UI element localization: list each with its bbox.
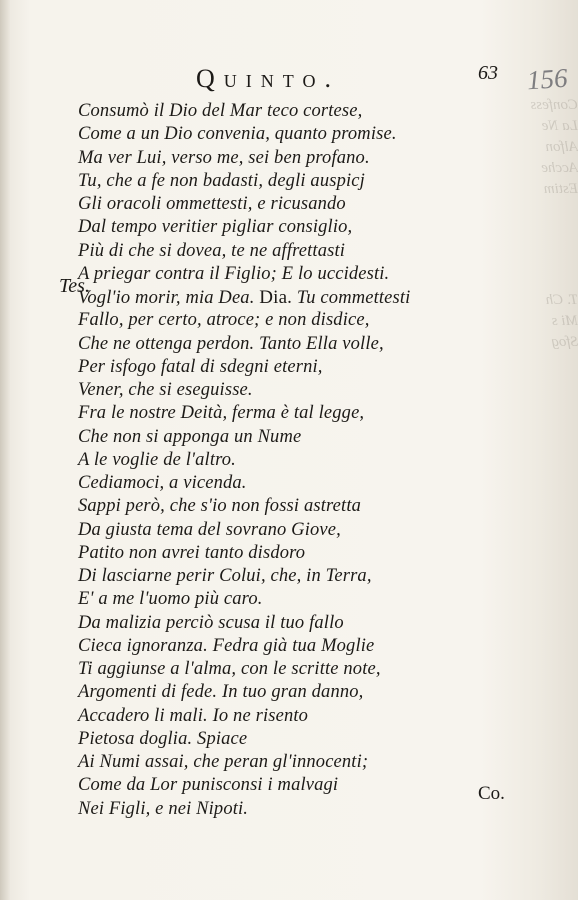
page-number: 63 — [478, 62, 498, 84]
verse-text: Da malizia perciò scusa il tuo fallo — [78, 612, 344, 633]
verse-block — [78, 100, 410, 821]
verse-line — [78, 705, 410, 728]
verse-line — [78, 100, 410, 123]
verse-text: Ti aggiunse a l'alma, con le scritte note, — [78, 659, 381, 679]
verse-line — [78, 426, 410, 449]
verse-line — [78, 309, 410, 332]
verse-line — [78, 123, 410, 146]
verse-line — [78, 635, 410, 658]
verse-text: Che ne ottenga perdon. Tanto Ella volle, — [78, 333, 384, 354]
verse-line — [78, 333, 410, 356]
binding-edge — [0, 0, 10, 900]
verse-line — [78, 798, 410, 821]
verse-line — [78, 379, 410, 402]
verse-text-rest: Tu commettesti — [296, 288, 411, 308]
verse-text: Cieca ignoranza. Fedra già tua Moglie — [78, 635, 375, 656]
verse-text: Consumò il Dio del Mar teco cortese, — [78, 101, 363, 121]
verse-line — [78, 147, 410, 170]
verse-text: Vener, che si eseguisse. — [78, 380, 253, 400]
verse-text: Da giusta tema del sovrano Giove, — [78, 519, 341, 540]
verse-text: Pietosa doglia. Spiace — [78, 728, 248, 749]
verse-line — [78, 286, 410, 309]
verse-text: Fra le nostre Deità, ferma è tal legge, — [78, 403, 365, 424]
verse-text: A le voglie de l'altro. — [78, 449, 236, 470]
verse-line — [78, 751, 410, 774]
verse-line — [78, 565, 410, 588]
verse-line — [78, 449, 410, 472]
show-through-text: T. Ch Mi s Sfog — [545, 292, 578, 350]
verse-text: Per isfogo fatal di sdegni eterni, — [78, 356, 323, 377]
verse-text: A priegar contra il Figlio; E lo uccidesti. — [78, 263, 390, 284]
verse-text: Nei Figli, e nei Nipoti. — [78, 798, 249, 819]
verse-text: Sappi però, che s'io non fossi astretta — [78, 496, 362, 517]
archive-number: 156 — [525, 62, 569, 96]
verse-line — [78, 170, 410, 193]
verse-line — [78, 495, 410, 518]
show-through-text: Confess La Ne Alfon Acche Estim — [530, 97, 578, 197]
verse-text: E' a me l'uomo più caro. — [78, 589, 263, 610]
verse-line — [78, 542, 410, 565]
verse-text: Gli oracoli ommettesti, e ricusando — [78, 194, 346, 214]
speaker-label: Tes. — [59, 275, 90, 297]
verse-text: Vogl'io morir, mia Dea. — [78, 288, 255, 308]
verse-line — [78, 774, 410, 797]
verse-text: Dal tempo veritier pigliar consiglio, — [78, 217, 353, 238]
verse-line — [78, 612, 410, 635]
verse-text: Tu, che a fe non badasti, degli auspicj — [78, 170, 365, 191]
verse-line — [78, 240, 410, 263]
verse-line — [78, 472, 410, 495]
verse-line — [78, 658, 410, 681]
verse-text: Ma ver Lui, verso me, sei ben profano. — [78, 147, 370, 168]
verse-text: Come a un Dio convenia, quanto promise. — [78, 124, 397, 145]
verse-line — [78, 728, 410, 751]
verse-text: Accadero li mali. Io ne risento — [78, 705, 309, 726]
verse-text: Di lasciarne perir Colui, che, in Terra, — [78, 566, 372, 586]
verse-text: Come da Lor punisconsi i malvagi — [78, 775, 339, 796]
speaker-inline: Dia. — [259, 287, 293, 308]
catchword: Co. — [478, 783, 505, 804]
verse-text: Più di che si dovea, te ne affrettasti — [78, 240, 346, 261]
verse-line — [78, 193, 410, 216]
verse-line — [78, 588, 410, 611]
verse-text: Fallo, per certo, atroce; e non disdice, — [78, 310, 370, 331]
verse-text: Ai Numi assai, che peran gl'innocenti; — [78, 752, 369, 772]
verse-line — [78, 402, 410, 425]
running-head: Quinto. — [196, 64, 340, 93]
verse-line — [78, 681, 410, 704]
verse-text: Argomenti di fede. In tuo gran danno, — [78, 682, 364, 703]
verse-text: Cediamoci, a vicenda. — [78, 473, 247, 493]
verse-text: Che non si apponga un Nume — [78, 426, 302, 447]
verse-text: Patito non avrei tanto disdoro — [78, 542, 306, 563]
verse-line — [78, 519, 410, 542]
verse-line — [78, 356, 410, 379]
verse-line — [78, 263, 410, 286]
verse-line — [78, 216, 410, 239]
